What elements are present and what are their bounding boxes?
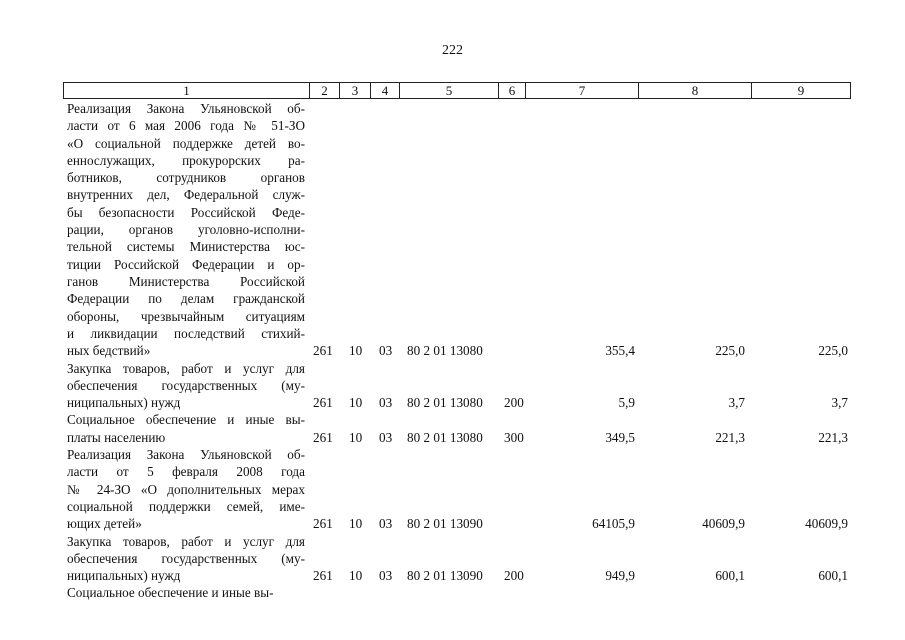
description-line: ласти от 5 февраля 2008 года [67, 464, 305, 480]
cell-c7: 355,4 [605, 343, 635, 359]
description-line: бы безопасности Российской Феде- [67, 204, 305, 220]
table-row [0, 446, 905, 533]
header-col-3: 3 [340, 83, 371, 98]
cell-c2: 261 [313, 343, 333, 359]
cell-c3: 10 [349, 429, 363, 445]
cell-c4: 03 [379, 429, 393, 445]
header-col-4: 4 [371, 83, 400, 98]
cell-c8: 40609,9 [702, 516, 745, 532]
table-row [0, 100, 905, 360]
page-number: 222 [442, 43, 463, 58]
description-line: № 24-ЗО «О дополнительных мерах [67, 481, 305, 497]
header-col-2: 2 [310, 83, 340, 98]
row-description [67, 411, 305, 446]
description-line: Федерации по делам гражданской [67, 291, 305, 307]
description-line: Закупка товаров, работ и услуг для [67, 360, 305, 376]
description-line: еннослужащих, прокурорских ра- [67, 152, 305, 168]
cell-c7: 64105,9 [592, 516, 635, 532]
cell-c9: 221,3 [818, 429, 848, 445]
cell-c5: 80 2 01 13080 [407, 429, 483, 445]
header-col-8: 8 [639, 83, 752, 98]
row-description [67, 533, 305, 585]
table-row [0, 533, 905, 585]
description-line: Реализация Закона Ульяновской об- [67, 447, 305, 462]
header-col-5: 5 [400, 83, 499, 98]
description-line: ных бедствий» [67, 343, 151, 359]
header-col-1: 1 [64, 83, 310, 98]
cell-c4: 03 [379, 516, 393, 532]
cell-c8: 225,0 [715, 343, 745, 359]
header-col-7: 7 [526, 83, 639, 98]
cell-c5: 80 2 01 13090 [407, 568, 483, 584]
cell-c7: 349,5 [605, 429, 635, 445]
cell-c4: 03 [379, 395, 393, 411]
cell-c5: 80 2 01 13080 [407, 395, 483, 411]
cell-c2: 261 [313, 395, 333, 411]
cell-c3: 10 [349, 568, 363, 584]
row-description [67, 446, 305, 532]
description-line: обороны, чрезвычайным ситуациям [67, 308, 305, 324]
table-row [0, 584, 905, 601]
description-line: социальной поддержки семей, име- [67, 498, 305, 514]
description-line: ниципальных) нужд [67, 568, 181, 584]
cell-c9: 3,7 [831, 395, 848, 411]
cell-c8: 3,7 [728, 395, 745, 411]
row-description [67, 584, 305, 601]
description-line: ласти от 6 мая 2006 года № 51-ЗО [67, 118, 305, 134]
cell-c3: 10 [349, 395, 363, 411]
cell-c7: 949,9 [605, 568, 635, 584]
cell-c6: 300 [504, 429, 524, 445]
cell-c6: 200 [504, 568, 524, 584]
cell-c9: 40609,9 [805, 516, 848, 532]
cell-c6: 200 [504, 395, 524, 411]
description-line: Социальное обеспечение и иные вы- [67, 585, 274, 601]
cell-c9: 225,0 [818, 343, 848, 359]
description-line: «О социальной поддержке детей во- [67, 135, 305, 151]
description-line: ганов Министерства Российской [67, 273, 305, 289]
cell-c5: 80 2 01 13080 [407, 343, 483, 359]
cell-c2: 261 [313, 516, 333, 532]
description-line: Закупка товаров, работ и услуг для [67, 533, 305, 549]
header-col-6: 6 [499, 83, 526, 98]
description-line: ющих детей» [67, 516, 142, 532]
cell-c3: 10 [349, 343, 363, 359]
description-line: ниципальных) нужд [67, 395, 181, 411]
cell-c9: 600,1 [818, 568, 848, 584]
table-row [0, 360, 905, 412]
cell-c2: 261 [313, 429, 333, 445]
description-line: обеспечения государственных (му- [67, 377, 305, 393]
cell-c5: 80 2 01 13090 [407, 516, 483, 532]
description-line: внутренних дел, Федеральной служ- [67, 187, 305, 203]
description-line: обеспечения государственных (му- [67, 550, 305, 566]
header-col-9: 9 [797, 83, 805, 98]
cell-c2: 261 [313, 568, 333, 584]
description-line: тельной системы Министерства юс- [67, 239, 305, 255]
cell-c4: 03 [379, 343, 393, 359]
description-line: платы населению [67, 429, 166, 445]
cell-c4: 03 [379, 568, 393, 584]
description-line: рации, органов уголовно-исполни- [67, 222, 305, 238]
description-line: тиции Российской Федерации и ор- [67, 256, 305, 272]
cell-c8: 221,3 [715, 429, 745, 445]
cell-c8: 600,1 [715, 568, 745, 584]
cell-c3: 10 [349, 516, 363, 532]
description-line: ботников, сотрудников органов [67, 170, 305, 186]
row-description [67, 360, 305, 412]
table-row [0, 411, 905, 446]
description-line: и ликвидации последствий стихий- [67, 325, 305, 341]
description-line: Социальное обеспечение и иные вы- [67, 412, 305, 428]
cell-c7: 5,9 [618, 395, 635, 411]
row-description [67, 100, 305, 359]
description-line: Реализация Закона Ульяновской об- [67, 101, 305, 116]
